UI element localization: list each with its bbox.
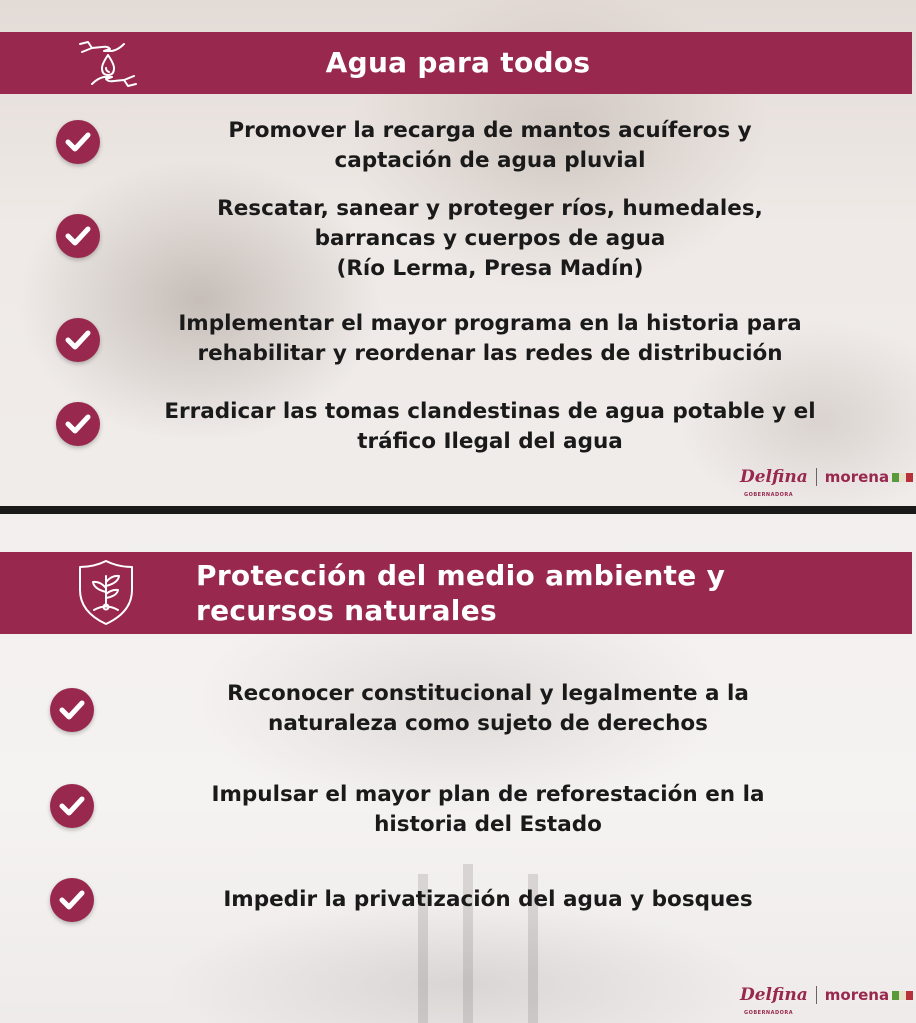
delfina-logo: [740, 985, 808, 1016]
water-panel: [0, 0, 916, 506]
section-header: [0, 552, 912, 634]
logo-separator: [816, 986, 817, 1004]
check-icon: [50, 784, 94, 828]
logo-name: Delfina: [740, 467, 808, 487]
check-icon: [50, 878, 94, 922]
section-title: [0, 46, 916, 79]
party-flag-icon: [892, 991, 913, 1000]
check-icon: [50, 688, 94, 732]
logo-subtitle: GOBERNADORA: [744, 492, 794, 498]
list-item-line: Impulsar el mayor plan de reforestación en la: [211, 782, 765, 807]
list-item-line: naturaleza como sujeto de derechos: [268, 711, 708, 736]
section-title: [196, 558, 725, 628]
list-item-line: Promover la recarga de mantos acuíferos y: [228, 118, 752, 143]
check-icon: [56, 402, 100, 446]
list-item: [110, 780, 866, 840]
list-item-line: Erradicar las tomas clandestinas de agua potable y el: [164, 399, 816, 424]
delfina-logo: [740, 467, 808, 498]
check-icon: [56, 318, 100, 362]
logo-subtitle: GOBERNADORA: [744, 1010, 794, 1016]
section-header: [0, 32, 912, 94]
brand-logo: [740, 985, 913, 1016]
list-item-line: (Río Lerma, Presa Madín): [336, 256, 644, 281]
party-flag-icon: [892, 473, 913, 482]
list-item-line: Implementar el mayor programa en la historia para: [178, 311, 802, 336]
environment-panel: [0, 514, 916, 1023]
list-item-line: Reconocer constitucional y legalmente a la: [227, 681, 749, 706]
check-icon: [56, 214, 100, 258]
logo-name: Delfina: [740, 985, 808, 1005]
list-item-line: historia del Estado: [374, 812, 602, 837]
list-item: [110, 679, 866, 739]
list-item: [110, 309, 870, 369]
morena-logo: morena: [824, 468, 890, 486]
list-item: [110, 116, 870, 176]
list-item: [110, 397, 870, 457]
list-item-line: captación de agua pluvial: [334, 148, 646, 173]
check-icon: [56, 120, 100, 164]
logo-separator: [816, 468, 817, 486]
shield-plant-icon: [74, 558, 138, 632]
list-item-line: barrancas y cuerpos de agua: [314, 226, 666, 251]
list-item-line: rehabilitar y reordenar las redes de distribución: [197, 341, 783, 366]
list-item: [110, 194, 870, 284]
morena-logo: morena: [824, 986, 890, 1004]
section-title-line: recursos naturales: [196, 594, 497, 627]
panel-divider: [0, 506, 916, 514]
brand-logo: [740, 467, 913, 498]
list-item-line: tráfico Ilegal del agua: [357, 429, 623, 454]
section-title-line: Agua para todos: [325, 46, 591, 79]
list-item-line: Impedir la privatización del agua y bosques: [223, 887, 753, 912]
list-item-line: Rescatar, sanear y proteger ríos, humedales,: [217, 196, 763, 221]
section-title-line: Protección del medio ambiente y: [196, 559, 726, 592]
list-item: [110, 885, 866, 915]
